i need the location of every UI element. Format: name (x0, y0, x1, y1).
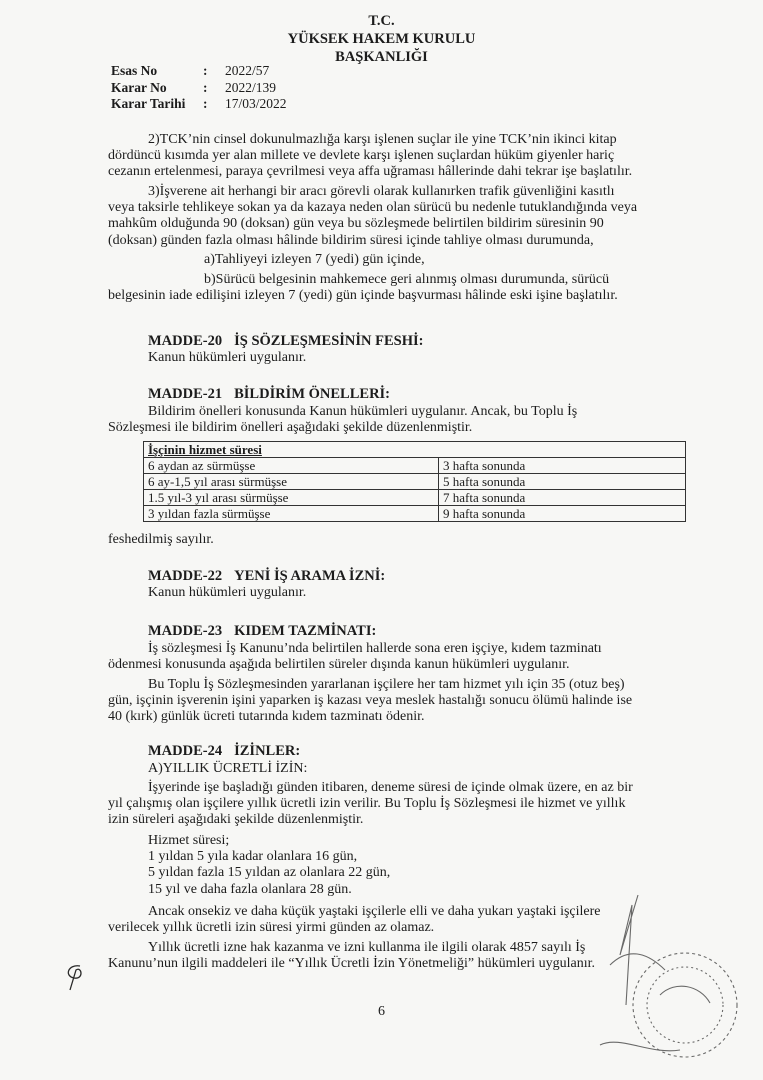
paragraph-3: 3)İşverene ait herhangi bir aracı görevli olarak kullanırken trafik güvenliğini kasıtlı veya taksirle tehlikeye sokan ya da kazaya neden olan sürücü bu nedenle tutuklandığında veya mahkûm olduğunda 90 (doksan) gün veya bu sözleşmede belirtilen bildirim süresinin 90 (doksan) günden fazla olması hâlinde bildirim süresi içinde tahliye olması durumunda, (108, 184, 638, 248)
table-row: 3 yıldan fazla sürmüşse 9 hafta sonunda (144, 506, 686, 522)
article-21-heading: MADDE-21 BİLDİRİM ÖNELLERİ: (148, 386, 391, 402)
table-row: 6 aydan az sürmüşse 3 hafta sonunda (144, 458, 686, 474)
paragraph-2: 2)TCK’nin cinsel dokunulmazlığa karşı işlenen suçlar ile yine TCK’nin ikinci kitap dördüncü kısımda yer alan millete ve devlete karşı işlenen suçlardan hüküm giyenler hariç cezanın ertelenmesi, paraya çevrilmesi veya affa uğraması hâllerinde dahi tekrar işe başlatılır. (108, 132, 633, 180)
article-24-p2: Ancak onsekiz ve daha küçük yaştaki işçilerle elli ve daha yukarı yaştaki işçilere verilecek yıllık ücretli izin süresi yirmi günden az olamaz. (108, 904, 601, 936)
article-24-p3: Yıllık ücretli izne hak kazanma ve izni kullanma ile ilgili olarak 4857 sayılı İş Kanunu’nun ilgili maddeleri ile “Yıllık Ücretli İzin Yönetmeliği” hükümleri uygulanır. (108, 940, 596, 972)
meta-karar: Karar No : 2022/139 (111, 79, 277, 95)
paragraph-a: a)Tahliyeyi izleyen 7 (yedi) gün içinde, (204, 252, 425, 267)
list-item: 1 yıldan 5 yıla kadar olanlara 16 gün, (148, 849, 358, 865)
meta-karar-tarihi: Karar Tarihi : 17/03/2022 (111, 96, 287, 111)
page-number: 6 (378, 1004, 385, 1019)
article-22-text: Kanun hükümleri uygulanır. (148, 585, 307, 600)
notice-period-table (143, 441, 686, 522)
list-item: 15 yıl ve daha fazla olanlara 28 gün. (148, 881, 352, 897)
article-23-p1: İş sözleşmesi İş Kanunu’nda belirtilen hallerde sona eren işçiye, kıdem tazminatı ödenmesi konusunda aşağıda belirtilen süreler dışında kanun hükümleri uygulanır. (108, 641, 602, 673)
table-row: 1.5 yıl-3 yıl arası sürmüşse 7 hafta sonunda (144, 490, 686, 506)
article-20-heading: MADDE-20 İŞ SÖZLEŞMESİNİN FESHİ: (148, 333, 424, 349)
table-header-row (144, 442, 686, 458)
article-21-after: feshedilmiş sayılır. (108, 532, 214, 547)
article-24-subheading: A)YILLIK ÜCRETLİ İZİN: (148, 761, 308, 776)
table-header-cell: İşçinin hizmet süresi (144, 442, 686, 458)
article-20-text: Kanun hükümleri uygulanır. (148, 350, 307, 365)
case-meta (111, 63, 287, 113)
list-item: 5 yıldan fazla 15 yıldan az olanlara 22 gün, (148, 865, 391, 881)
initial-signature-icon (58, 960, 98, 995)
article-21-text: Bildirim önelleri konusunda Kanun hükümleri uygulanır. Ancak, bu Toplu İş Sözleşmesi ile bildirim önelleri aşağıdaki şekilde düzenlenmiştir. (108, 404, 578, 436)
signature-stamp-icon (590, 885, 760, 1070)
list-item: Hizmet süresi; (148, 833, 230, 848)
meta-esas: Esas No : 2022/57 (111, 63, 270, 78)
article-22-heading: MADDE-22 YENİ İŞ ARAMA İZNİ: (148, 568, 386, 584)
paragraph-b: b)Sürücü belgesinin mahkemece geri alınmış olması durumunda, sürücü belgesinin iade edilişini izleyen 7 (yedi) gün içinde başvurması hâlinde eski işine başlatılır. (108, 272, 618, 304)
article-24-p1: İşyerinde işe başladığı günden itibaren, deneme süresi de içinde olmak üzere, en az bir yıl çalışmış olan işçilere yıllık ücretli izin verilir. Bu Toplu İş Sözleşmesi ile hizmet ve yıllık izin süreleri aşağıdaki şekilde düzenlenmiştir. (108, 780, 633, 828)
header-institution: YÜKSEK HAKEM KURULU (287, 31, 476, 47)
table-row: 6 ay-1,5 yıl arası sürmüşse 5 hafta sonunda (144, 474, 686, 490)
header-tc: T.C. (368, 13, 395, 29)
article-23-p2: Bu Toplu İş Sözleşmesinden yararlanan işçilere her tam hizmet yılı için 35 (otuz beş) gün, işçinin işverenin işini yaparken iş kazası veya meslek hastalığı sonucu ölümü halinde ise 40 (kırk) günlük ücreti tutarında kıdem tazminatı ödenir. (108, 677, 633, 725)
article-24-heading: MADDE-24 İZİNLER: (148, 743, 301, 759)
article-23-heading: MADDE-23 KIDEM TAZMİNATI: (148, 623, 377, 639)
header-presidency: BAŞKANLIĞI (335, 49, 428, 65)
